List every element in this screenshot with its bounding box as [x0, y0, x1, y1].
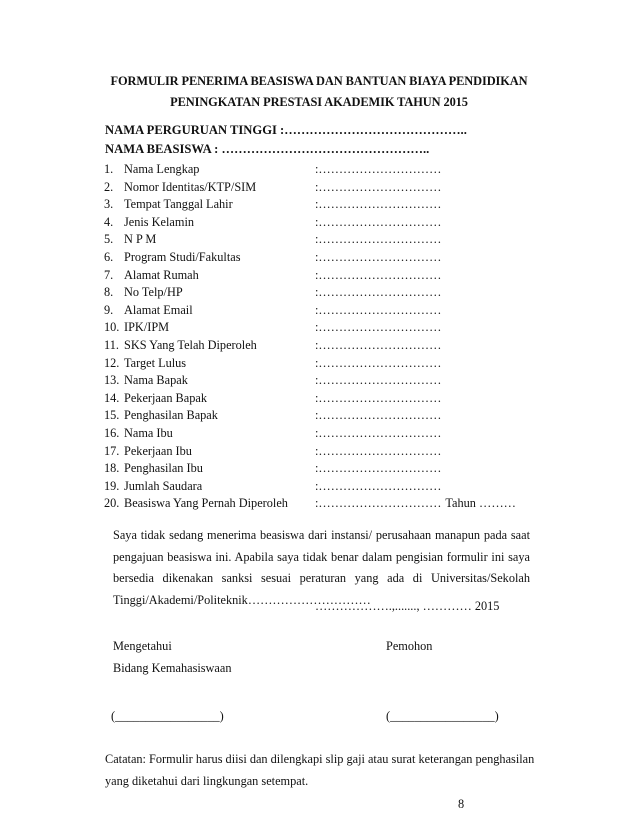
field-row [0, 391, 638, 409]
field-blank-dots: :………………………… [315, 162, 442, 176]
field-row [0, 285, 638, 303]
form-note [105, 748, 535, 792]
field-label: Penghasilan Bapak [124, 408, 218, 423]
field-label: Nomor Identitas/KTP/SIM [124, 179, 257, 194]
field-number: 8. [104, 285, 114, 300]
field-row [0, 197, 638, 215]
field-label: N P M [124, 232, 157, 247]
field-blank-dots: :………………………… [315, 179, 442, 194]
acknowledged-by-label: Mengetahui [113, 639, 172, 653]
field-number: 7. [104, 267, 114, 282]
statement-text: Saya tidak sedang menerima beasiswa dari instansi/ perusahaan manapun pada saat pengajuan beasiswa ini. Apabila saya tidak benar dalam pengisian formulir ini saya bersedia dikenakan sanksi sesuai peraturan yang ada di Universitas/Sekolah Tinggi/Akademi/Politeknik………………………… [113, 528, 530, 607]
university-name-field: NAMA PERGURUAN TINGGI :…………………………………….. [105, 123, 467, 137]
field-number: 19. [104, 478, 120, 493]
field-row [0, 461, 638, 479]
field-blank [315, 426, 441, 441]
field-blank [315, 197, 441, 212]
field-blank [315, 215, 441, 230]
field-blank-dots: :………………………… [315, 214, 442, 229]
field-blank-dots: :………………………… [315, 320, 442, 335]
field-number: 9. [104, 302, 114, 317]
field-number: 15. [104, 408, 120, 423]
field-row [0, 496, 638, 514]
field-number: 14. [104, 390, 120, 405]
field-blank [315, 162, 441, 177]
field-label: Penghasilan Ibu [124, 461, 203, 476]
field-blank [315, 180, 441, 195]
field-row [0, 268, 638, 286]
field-row [0, 320, 638, 338]
field-label: Jenis Kelamin [124, 214, 195, 229]
field-blank-dots: :………………………… [315, 355, 442, 370]
field-label: Tempat Tanggal Lahir [124, 197, 233, 212]
applicant-label: Pemohon [386, 639, 433, 653]
field-blank [315, 320, 441, 335]
field-blank [315, 285, 441, 300]
field-row [0, 215, 638, 233]
field-number: 17. [104, 443, 120, 458]
field-row [0, 162, 638, 180]
date-line: ……………….,......., ………… 2015 [315, 599, 500, 613]
field-row [0, 373, 638, 391]
field-label: Alamat Rumah [124, 267, 199, 282]
student-affairs-label: Bidang Kemahasiswaan [113, 661, 232, 675]
field-label: SKS Yang Telah Diperoleh [124, 338, 257, 352]
field-blank-dots: :………………………… [315, 461, 442, 476]
field-blank [315, 391, 441, 406]
field-blank-dots: :………………………… [315, 250, 442, 264]
field-label: Nama Bapak [124, 373, 188, 388]
field-blank-dots: :………………………… [315, 496, 442, 511]
field-label: Beasiswa Yang Pernah Diperoleh [124, 496, 288, 511]
field-number: 11. [104, 338, 119, 352]
field-number: 5. [104, 232, 114, 247]
field-row [0, 232, 638, 250]
field-number: 4. [104, 214, 114, 229]
field-blank [315, 461, 441, 476]
field-row [0, 338, 638, 356]
field-row [0, 356, 638, 374]
note-text: Catatan: Formulir harus diisi dan dilengkapi slip gaji atau surat keterangan penghasilan yang diketahui dari lingkungan setempat. [105, 752, 535, 788]
field-label: No Telp/HP [124, 285, 183, 300]
field-number: 18. [104, 461, 120, 476]
field-blank [315, 373, 441, 388]
field-blank-dots: :………………………… [315, 478, 442, 493]
field-blank-dots: :………………………… [315, 408, 442, 423]
field-label: Program Studi/Fakultas [124, 250, 241, 264]
field-row [0, 444, 638, 462]
field-blank-dots: :………………………… [315, 197, 442, 212]
form-title-line-2: PENINGKATAN PRESTASI AKADEMIK TAHUN 2015 [170, 95, 468, 109]
field-label: Nama Ibu [124, 426, 173, 440]
field-blank-dots: :………………………… [315, 373, 442, 388]
field-number: 16. [104, 426, 120, 440]
field-row [0, 180, 638, 198]
field-number: 20. [104, 496, 120, 511]
scholarship-name-field: NAMA BEASISWA : ………………………………………….. [105, 142, 430, 156]
form-title-line-1: FORMULIR PENERIMA BEASISWA DAN BANTUAN BIAYA PENDIDIKAN [110, 74, 528, 88]
field-blank-dots: :………………………… [315, 390, 442, 405]
field-blank-dots: :………………………… [315, 443, 442, 458]
field-number: 3. [104, 197, 114, 212]
field-label: Alamat Email [124, 302, 193, 317]
field-label: Target Lulus [124, 355, 187, 370]
field-blank-dots: :………………………… [315, 426, 442, 440]
field-row [0, 408, 638, 426]
field-blank-dots: :………………………… [315, 302, 442, 317]
field-row [0, 426, 638, 444]
field-blank [315, 250, 441, 265]
field-blank [315, 268, 441, 283]
field-label: IPK/IPM [124, 320, 170, 335]
field-row [0, 479, 638, 497]
field-label: Nama Lengkap [124, 162, 200, 176]
field-number: 6. [104, 250, 114, 264]
field-blank-dots: :………………………… [315, 267, 442, 282]
field-label: Pekerjaan Ibu [124, 443, 192, 458]
field-label: Jumlah Saudara [124, 478, 203, 493]
field-label: Pekerjaan Bapak [124, 390, 207, 405]
field-blank-dots: :………………………… [315, 232, 442, 247]
field-number: 12. [104, 355, 120, 370]
field-number: 2. [104, 179, 114, 194]
field-year-blank: Tahun ……… [445, 496, 516, 511]
field-row [0, 303, 638, 321]
page-number: 8 [458, 797, 465, 811]
field-blank [315, 444, 441, 459]
field-blank-dots: :………………………… [315, 338, 442, 352]
field-blank [315, 408, 441, 423]
field-blank [315, 303, 441, 318]
field-blank-dots: :………………………… [315, 285, 442, 300]
field-number: 10. [104, 320, 120, 335]
field-blank [315, 479, 441, 494]
field-blank [315, 496, 516, 511]
left-signature-line: (_________________) [111, 709, 224, 723]
field-blank [315, 232, 441, 247]
field-blank [315, 338, 441, 353]
field-row [0, 250, 638, 268]
right-signature-line: (_________________) [386, 709, 499, 723]
field-blank [315, 356, 441, 371]
field-number: 1. [104, 162, 114, 176]
field-number: 13. [104, 373, 120, 388]
